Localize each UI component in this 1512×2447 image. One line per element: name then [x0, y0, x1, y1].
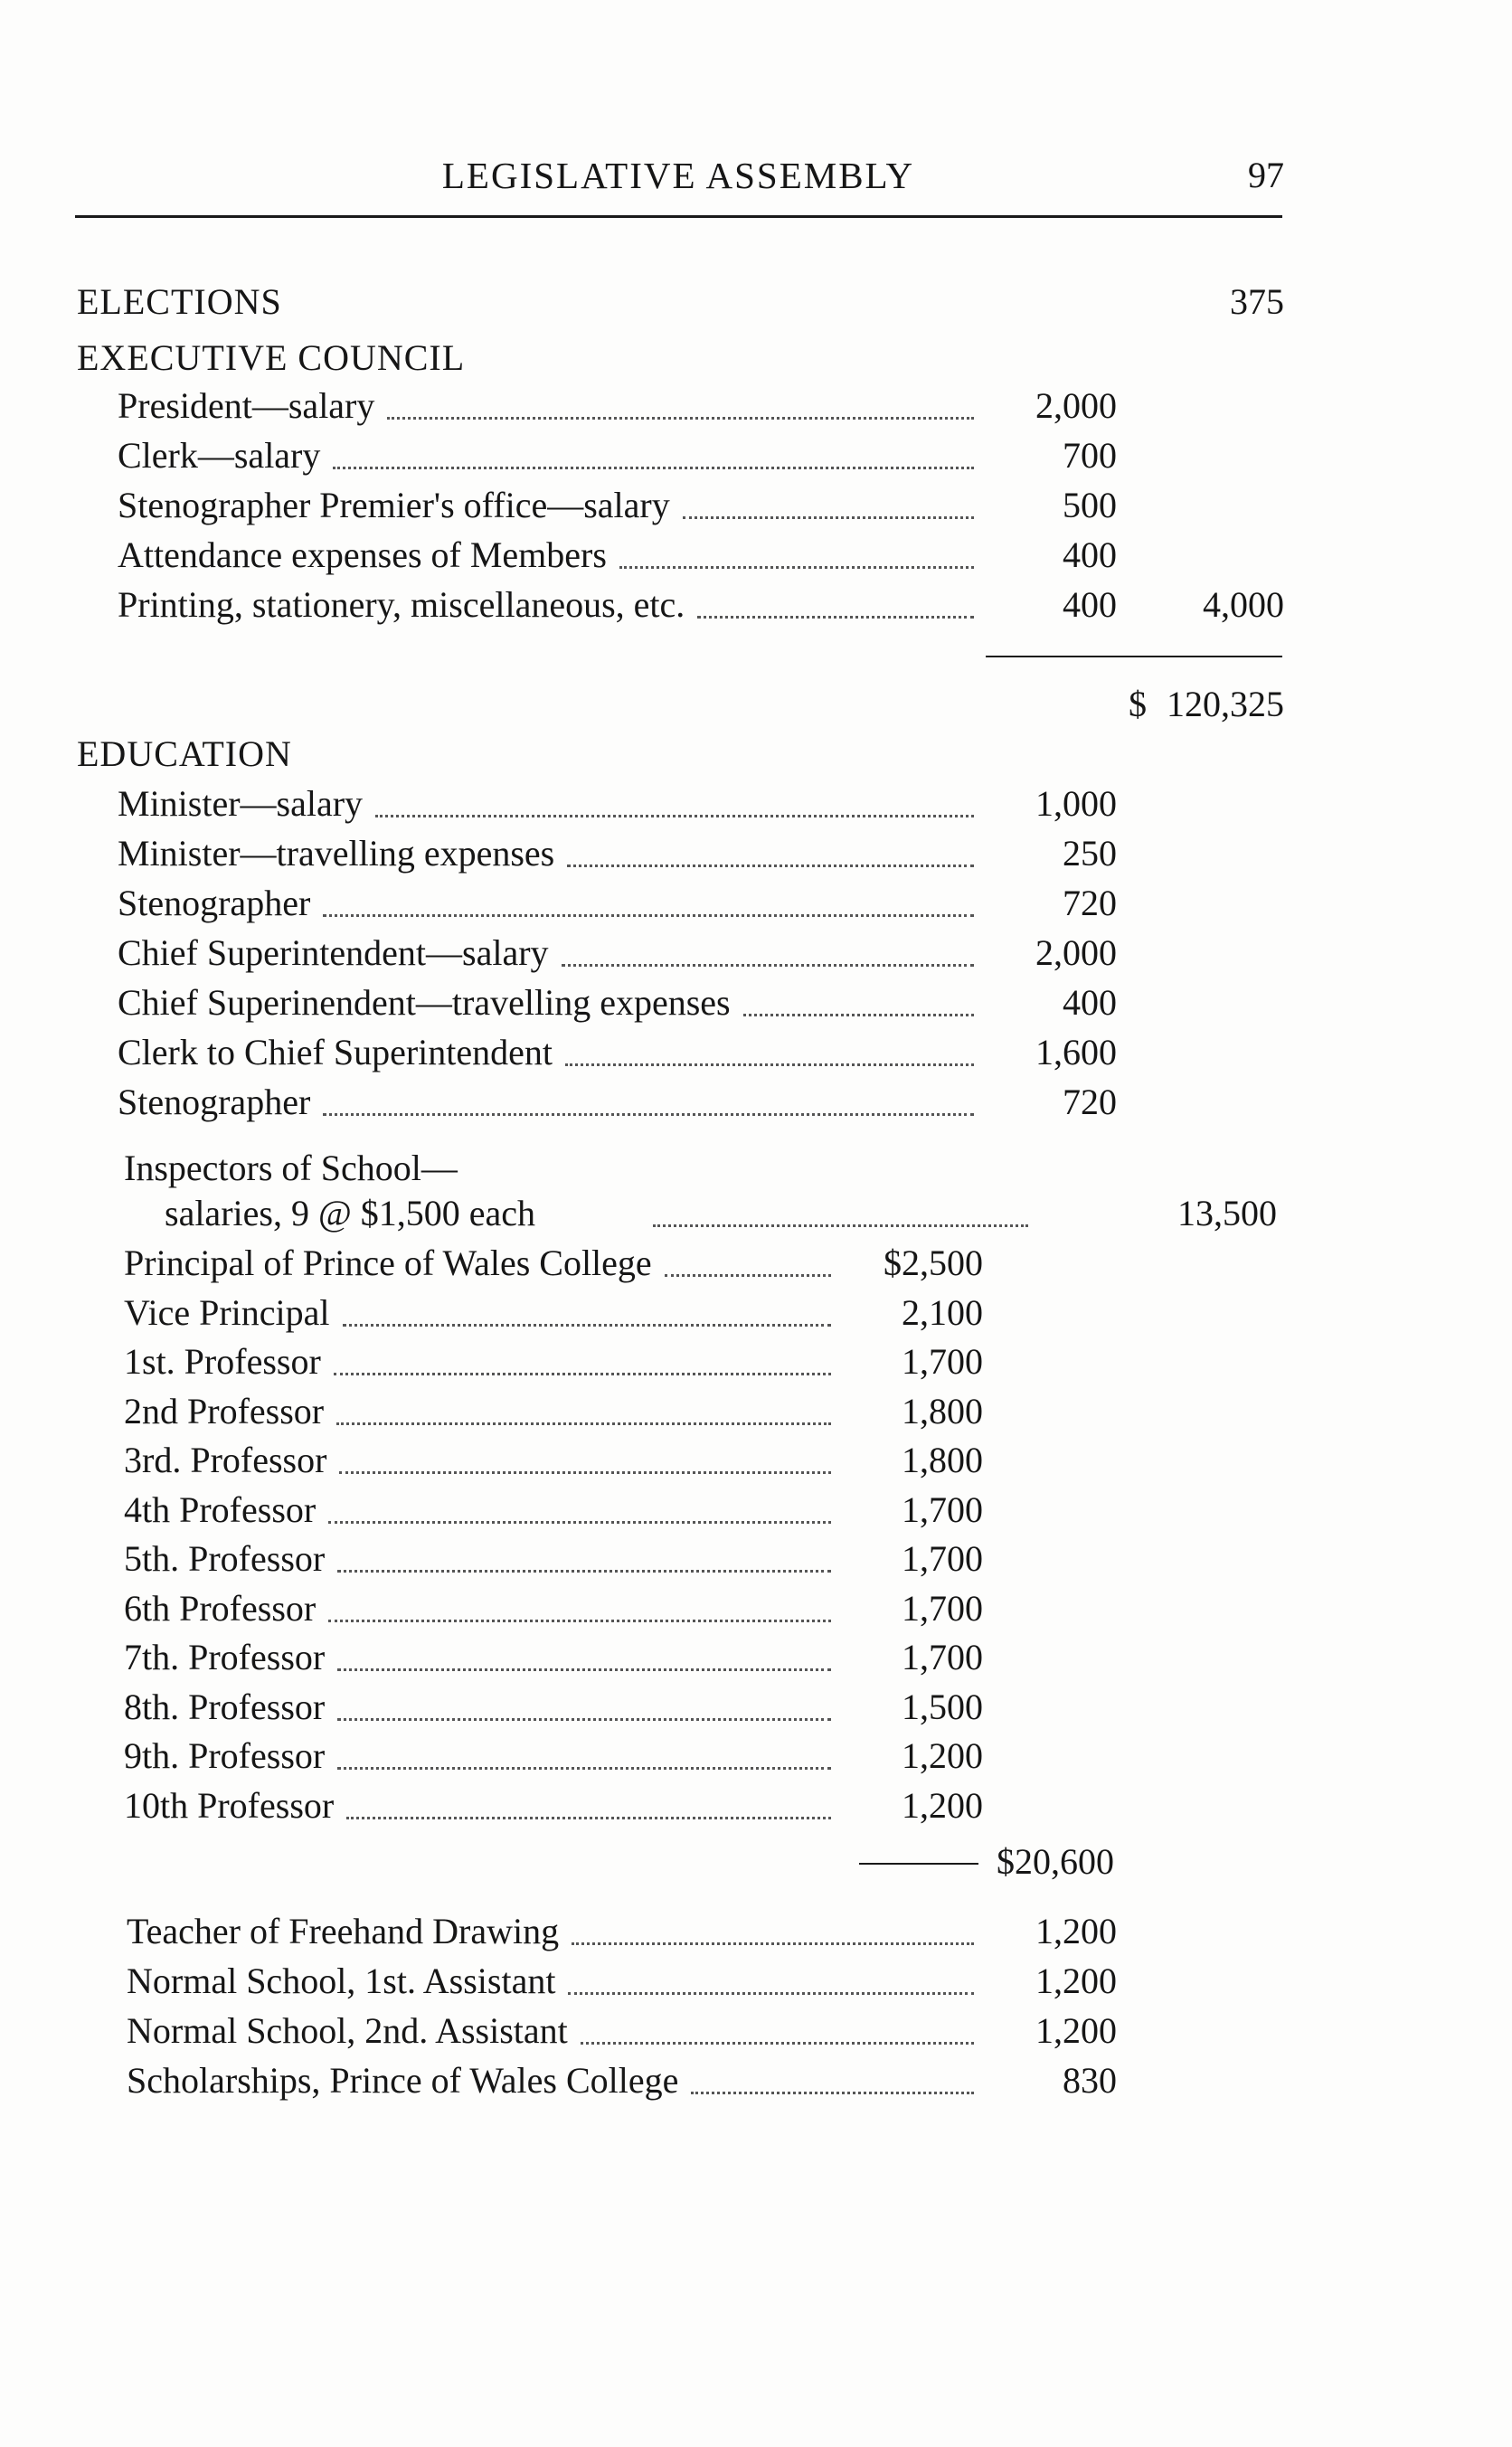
elections-total: 375 — [1230, 281, 1284, 322]
college-row — [124, 1587, 983, 1632]
education-row — [118, 931, 1117, 977]
executive-council-row-label: Attendance expenses of Members — [118, 534, 607, 575]
college-row — [124, 1784, 983, 1829]
leader-dots — [375, 815, 974, 817]
college-row — [124, 1488, 983, 1534]
section-heading-education: EDUCATION — [77, 733, 292, 774]
leader-dots — [323, 914, 974, 917]
executive-council-row-amount: 500 — [1063, 485, 1117, 525]
other-education-row — [127, 2059, 1117, 2104]
college-row-label: 8th. Professor — [124, 1686, 326, 1727]
college-row-amount: 1,700 — [902, 1341, 983, 1382]
leader-dots — [619, 566, 974, 569]
leader-dots — [683, 516, 974, 519]
college-row-amount: 2,100 — [902, 1291, 983, 1333]
college-row-amount: 1,500 — [902, 1686, 983, 1727]
college-row-label: Principal of Prince of Wales College — [124, 1242, 652, 1283]
education-row-label: Chief Superintendent—salary — [118, 932, 549, 973]
page-number: 97 — [1248, 155, 1284, 195]
executive-council-row-label: Stenographer Premier's office—salary — [118, 485, 670, 525]
college-row-label: 7th. Professor — [124, 1637, 326, 1677]
college-row-label: 2nd Professor — [124, 1390, 325, 1431]
executive-council-row — [118, 534, 1117, 579]
leader-dots — [743, 1014, 974, 1016]
inspectors-label-line2: salaries, 9 @ $1,500 each — [165, 1193, 536, 1233]
executive-council-row — [118, 384, 1117, 430]
leader-dots — [665, 1274, 831, 1277]
other-education-row — [127, 1910, 1117, 1955]
leader-dots — [337, 1570, 831, 1573]
college-row-label: 9th. Professor — [124, 1735, 326, 1776]
executive-council-row-label: President—salary — [118, 385, 375, 426]
executive-council-row-label: Clerk—salary — [118, 435, 321, 476]
section-heading-executive-council: EXECUTIVE COUNCIL — [77, 337, 466, 378]
education-row-amount: 720 — [1063, 883, 1117, 923]
leader-dots — [323, 1113, 974, 1116]
leader-dots — [567, 864, 974, 867]
other-education-row — [127, 2009, 1117, 2055]
college-row — [124, 1291, 983, 1337]
leader-dots — [333, 467, 974, 469]
leader-dots — [328, 1620, 831, 1622]
college-row — [124, 1242, 983, 1287]
education-row-amount: 1,600 — [1035, 1032, 1117, 1072]
education-row-label: Minister—travelling expenses — [118, 833, 555, 874]
header-rule — [75, 215, 1282, 218]
education-row-amount: 250 — [1063, 833, 1117, 874]
college-row-amount: 1,700 — [902, 1587, 983, 1629]
executive-council-row — [118, 484, 1117, 529]
leader-dots — [697, 616, 974, 619]
college-row-amount: 1,800 — [902, 1440, 983, 1480]
section-heading-elections: ELECTIONS — [77, 281, 282, 322]
other-education-row-amount: 830 — [1063, 2060, 1117, 2101]
education-row — [118, 981, 1117, 1026]
other-education-row-label: Scholarships, Prince of Wales College — [127, 2060, 679, 2101]
education-row-label: Stenographer — [118, 1082, 311, 1122]
leader-dots — [336, 1422, 831, 1425]
college-row-label: 3rd. Professor — [124, 1440, 327, 1480]
leader-dots — [565, 1063, 974, 1066]
leader-dots — [337, 1718, 831, 1721]
education-row — [118, 782, 1117, 827]
leader-dots — [562, 964, 974, 967]
education-row-label: Minister—salary — [118, 783, 364, 824]
education-row — [118, 1081, 1117, 1126]
college-row-label: 5th. Professor — [124, 1538, 326, 1579]
executive-council-row — [118, 434, 1117, 479]
running-header: LEGISLATIVE ASSEMBLY — [441, 155, 915, 196]
college-row-amount: 1,800 — [902, 1390, 983, 1431]
college-row — [124, 1439, 983, 1484]
college-row — [124, 1390, 983, 1435]
college-row-label: 1st. Professor — [124, 1341, 321, 1382]
inspectors-amount: 13,500 — [1177, 1193, 1277, 1233]
education-row-label: Stenographer — [118, 883, 311, 923]
inspectors-row — [165, 1192, 1277, 1237]
college-row — [124, 1636, 983, 1681]
other-education-row-amount: 1,200 — [1035, 2010, 1117, 2051]
leader-dots — [572, 1942, 974, 1945]
executive-council-row-amount: 700 — [1063, 435, 1117, 476]
college-row-amount: 1,200 — [902, 1784, 983, 1826]
education-row — [118, 882, 1117, 927]
education-row-amount: 2,000 — [1035, 932, 1117, 973]
college-row-label: 6th Professor — [124, 1587, 317, 1629]
leader-dots — [339, 1471, 831, 1474]
college-row-label: 10th Professor — [124, 1784, 335, 1826]
other-education-row-label: Teacher of Freehand Drawing — [127, 1911, 560, 1951]
inspectors-label-line1: Inspectors of School— — [124, 1148, 458, 1188]
college-row-amount: 1,700 — [902, 1488, 983, 1530]
other-education-row-label: Normal School, 2nd. Assistant — [127, 2010, 568, 2051]
other-education-row-amount: 1,200 — [1035, 1911, 1117, 1951]
leader-dots — [337, 1668, 831, 1671]
leader-dots — [328, 1521, 831, 1524]
leader-dots — [343, 1324, 831, 1327]
executive-council-row-label: Printing, stationery, miscellaneous, etc. — [118, 584, 685, 625]
leader-dots — [568, 1992, 974, 1995]
education-row — [118, 1031, 1117, 1076]
education-row-amount: 720 — [1063, 1082, 1117, 1122]
leader-dots — [337, 1767, 831, 1770]
college-row-label: 4th Professor — [124, 1488, 317, 1530]
college-row-amount: 1,700 — [902, 1538, 983, 1579]
carried-total-amount: 120,325 — [1167, 684, 1284, 724]
total-rule — [986, 656, 1282, 657]
education-row-amount: 1,000 — [1035, 783, 1117, 824]
executive-council-row — [118, 583, 1117, 628]
education-row — [118, 832, 1117, 877]
college-row — [124, 1734, 983, 1780]
other-education-row-amount: 1,200 — [1035, 1960, 1117, 2001]
other-education-row — [127, 1960, 1117, 2005]
carried-total — [1040, 683, 1284, 725]
college-row-amount: 1,200 — [902, 1735, 983, 1776]
leader-dots — [691, 2092, 974, 2094]
leader-dots — [387, 417, 974, 420]
executive-council-total: 4,000 — [1203, 584, 1284, 625]
education-row-label: Clerk to Chief Superintendent — [118, 1032, 553, 1072]
college-row-amount: $2,500 — [884, 1242, 983, 1283]
education-row-amount: 400 — [1063, 982, 1117, 1023]
leader-dots — [334, 1373, 831, 1375]
leader-dots — [581, 2042, 974, 2045]
education-row-label: Chief Superinendent—travelling expenses — [118, 982, 731, 1023]
leader-dots — [346, 1817, 831, 1819]
executive-council-row-amount: 2,000 — [1035, 385, 1117, 426]
college-row — [124, 1686, 983, 1731]
executive-council-row-amount: 400 — [1063, 534, 1117, 575]
currency-sign: $ — [1129, 684, 1147, 724]
college-row-amount: 1,700 — [902, 1637, 983, 1677]
college-row — [124, 1537, 983, 1583]
college-row — [124, 1340, 983, 1385]
executive-council-row-amount: 400 — [1063, 584, 1117, 625]
college-subtotal: $20,600 — [997, 1841, 1114, 1882]
other-education-row-label: Normal School, 1st. Assistant — [127, 1960, 556, 2001]
college-row-label: Vice Principal — [124, 1291, 330, 1333]
